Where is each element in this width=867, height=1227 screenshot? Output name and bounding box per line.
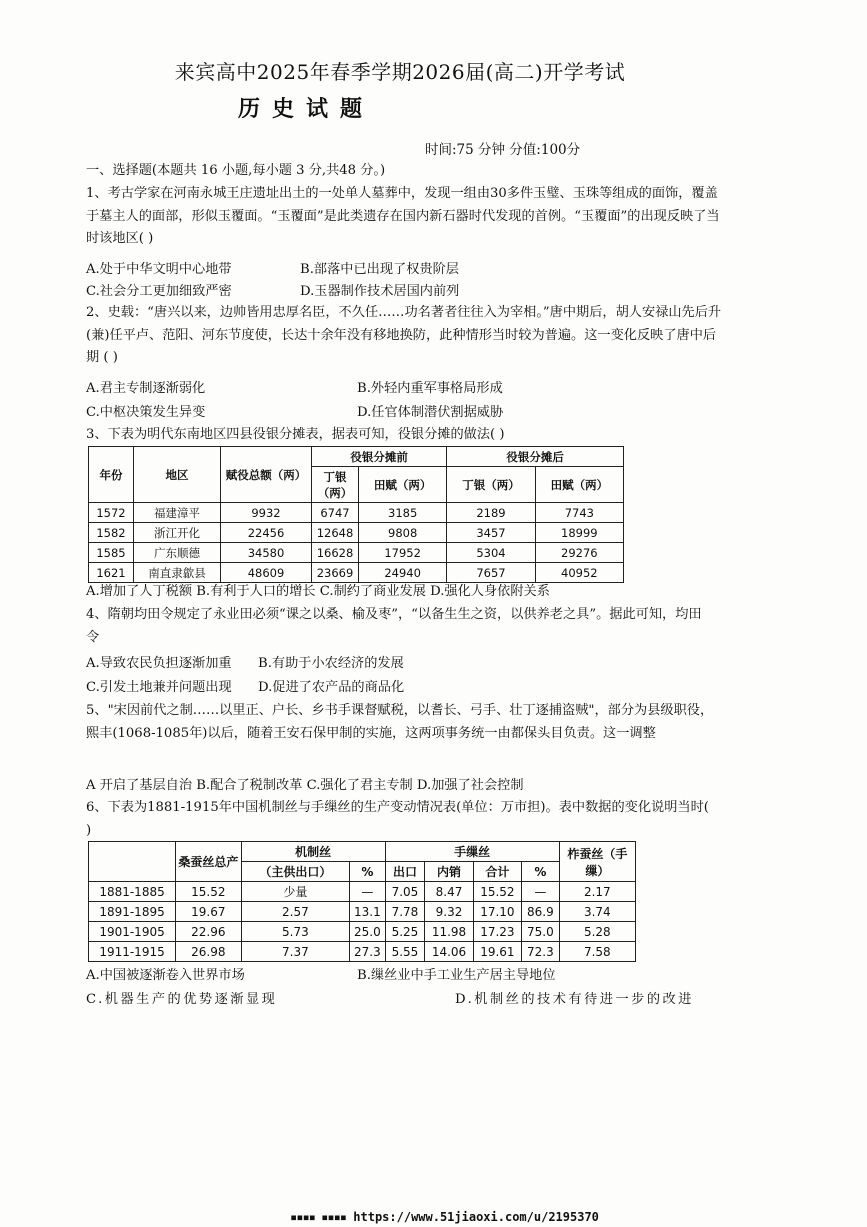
th-year: 年份 [89, 447, 134, 503]
table-cell: 8.47 [425, 882, 473, 902]
table-cell: 5.25 [385, 922, 425, 942]
table-cell: 2189 [447, 503, 535, 523]
table-cell: 16628 [312, 543, 359, 563]
table-cell: 1911-1915 [89, 942, 176, 962]
q1-option-b: B.部落中已出现了权贵阶层 [300, 262, 459, 277]
th-domestic: 内销 [425, 862, 473, 882]
table-cell: 22.96 [176, 922, 242, 942]
footer-watermark [290, 1210, 599, 1224]
table-cell: 23669 [312, 563, 359, 583]
table-cell: — [350, 882, 385, 902]
table-cell: 22456 [221, 523, 312, 543]
table-row [89, 882, 636, 902]
footer-mark: ▪▪▪▪ ▪▪▪▪ [290, 1210, 347, 1224]
q6-stem: 6、下表为1881-1915年中国机制丝与手缫丝的生产变动情况表(单位：万市担)。表中数据的变化说明当时( ) [86, 800, 709, 838]
table-cell: 17.23 [473, 922, 521, 942]
q5-options: A 开启了基层自治 B.配合了税制改革 C.强化了君主专制 D.加强了社会控制 [86, 778, 524, 793]
q4-option-a: A.导致农民负担逐渐加重 [86, 656, 232, 671]
exam-title: 来宾高中2025年春季学期2026届(高二)开学考试 [174, 60, 626, 84]
table-cell: 19.61 [473, 942, 521, 962]
table-cell: 7.58 [559, 942, 635, 962]
table-cell: 11.98 [425, 922, 473, 942]
table-cell: 14.06 [425, 942, 473, 962]
table-cell: 少量 [241, 882, 350, 902]
q2-option-c: C.中枢决策发生异变 [86, 405, 206, 420]
table-cell: 1881-1885 [89, 882, 176, 902]
table-cell: 3457 [447, 523, 535, 543]
table-cell: 1901-1905 [89, 922, 176, 942]
table-cell: 3.74 [559, 902, 635, 922]
th-machine-pct: % [350, 862, 385, 882]
q2-option-a: A.君主专制逐渐弱化 [86, 381, 206, 396]
table-cell: 24940 [359, 563, 447, 583]
table-cell: 13.1 [350, 902, 385, 922]
table-cell: 15.52 [473, 882, 521, 902]
table-cell: 9808 [359, 523, 447, 543]
table-cell: 17952 [359, 543, 447, 563]
table-cell: 9932 [221, 503, 312, 523]
table-cell: 3185 [359, 503, 447, 523]
table-row [89, 503, 624, 523]
table-row [89, 523, 624, 543]
th-hand-pct: % [522, 862, 560, 882]
q6-option-a: A.中国被逐渐卷入世界市场 [86, 968, 245, 983]
table-cell: 17.10 [473, 902, 521, 922]
table-cell: 1891-1895 [89, 902, 176, 922]
table-cell: 34580 [221, 543, 312, 563]
table-cell: 26.98 [176, 942, 242, 962]
table-cell: 1585 [89, 543, 134, 563]
section-heading: 一、选择题(本题共 16 小题,每小题 3 分,共48 分。) [86, 163, 386, 178]
th-total: 桑蚕丝总产 [176, 842, 242, 882]
th-total: 赋役总额（两） [221, 447, 312, 503]
q1-option-a: A.处于中华文明中心地带 [86, 262, 232, 277]
table-cell: — [522, 882, 560, 902]
table-cell: 5304 [447, 543, 535, 563]
table-cell: 29276 [535, 543, 623, 563]
table-cell: 浙江开化 [134, 523, 221, 543]
q6-table [88, 841, 636, 962]
q3-table [88, 446, 624, 583]
q1-option-c: C.社会分工更加细致严密 [86, 284, 232, 299]
q4-stem: 4、隋朝均田令规定了永业田必须“课之以桑、榆及枣”，“以备生生之资，以供养老之具”。据此可知，均田令 [86, 607, 702, 645]
q4-option-c: C.引发土地兼并问题出现 [86, 680, 232, 695]
table-cell: 7657 [447, 563, 535, 583]
q5-stem: 5、"宋因前代之制……以里正、户长、乡书手课督赋税，以耆长、弓手、壮丁逐捕盗贼"，部分为县级职役，熙丰(1068-1085年)以后，随着王安石保甲制的实施，这两项事务统一由都保头目负责。这一调整 [86, 703, 714, 741]
th-region: 地区 [134, 447, 221, 503]
th-ding-after: 丁银（两） [447, 467, 535, 503]
th-hand: 手缫丝 [385, 842, 559, 862]
table-cell: 15.52 [176, 882, 242, 902]
subject-title: 历史试题 [238, 96, 375, 122]
table-cell: 1621 [89, 563, 134, 583]
th-after: 役银分摊后 [447, 447, 624, 467]
table-cell: 48609 [221, 563, 312, 583]
th-export: 出口 [385, 862, 425, 882]
table-cell: 5.73 [241, 922, 350, 942]
table-row [89, 543, 624, 563]
th-tussah: 柞蚕丝（手缫） [559, 842, 635, 882]
th-sum: 合计 [473, 862, 521, 882]
table-cell: 27.3 [350, 942, 385, 962]
table-row [89, 942, 636, 962]
table-cell: 12648 [312, 523, 359, 543]
table-cell: 5.55 [385, 942, 425, 962]
table-cell: 72.3 [522, 942, 560, 962]
table-cell: 2.57 [241, 902, 350, 922]
q2-option-b: B.外轻内重军事格局形成 [357, 381, 503, 396]
th-before: 役银分摊前 [312, 447, 447, 467]
table-row [89, 902, 636, 922]
q6-option-d: D.机制丝的技术有待进一步的改进 [455, 992, 694, 1007]
th-tian-after: 田赋（两） [535, 467, 623, 503]
q4-option-b: B.有助于小农经济的发展 [258, 656, 404, 671]
th-machine: 机制丝 [241, 842, 385, 862]
q2-option-d: D.任官体制潜伏割据威胁 [357, 405, 504, 420]
q1-option-d: D.玉器制作技术居国内前列 [300, 284, 460, 299]
q6-option-c: C.机器生产的优势逐渐显现 [86, 992, 278, 1007]
q3-options: A.增加了人丁税额 B.有利于人口的增长 C.制约了商业发展 D.强化人身依附关系 [86, 584, 550, 599]
q6-option-b: B.缫丝业中手工业生产居主导地位 [357, 968, 556, 983]
th-corner [89, 842, 176, 882]
table-cell: 75.0 [522, 922, 560, 942]
footer-url[interactable]: https://www.51jiaoxi.com/u/2195370 [353, 1210, 599, 1224]
th-ding-before: 丁银（两） [312, 467, 359, 503]
table-cell: 7.05 [385, 882, 425, 902]
table-cell: 5.28 [559, 922, 635, 942]
q2-stem: 2、史载：“唐兴以来，边帅皆用忠厚名臣，不久任……功名著者往往入为宰相。”唐中期后，胡人安禄山先后升 (兼)任平卢、范阳、河东节度使，长达十余年没有移地换防，此种情形当时较为普遍。这一变化反映了唐中后期 ( ) [86, 305, 722, 365]
table-cell: 18999 [535, 523, 623, 543]
table-cell: 6747 [312, 503, 359, 523]
table-cell: 7743 [535, 503, 623, 523]
table-cell: 40952 [535, 563, 623, 583]
table-cell: 广东顺德 [134, 543, 221, 563]
table-cell: 19.67 [176, 902, 242, 922]
table-cell: 7.37 [241, 942, 350, 962]
q1-stem: 1、考古学家在河南永城王庄遗址出土的一处单人墓葬中，发现一组由30多件玉璧、玉珠等组成的面饰，覆盖于墓主人的面部，形似玉覆面。“玉覆面”是此类遗存在国内新石器时代发现的首例。“玉覆面”的出现反映了当时该地区( ) [86, 186, 720, 246]
table-cell: 福建漳平 [134, 503, 221, 523]
q3-stem: 3、下表为明代东南地区四县役银分摊表，据表可知，役银分摊的做法( ) [86, 427, 505, 442]
table-cell: 1582 [89, 523, 134, 543]
table-cell: 南直隶歙县 [134, 563, 221, 583]
table-cell: 1572 [89, 503, 134, 523]
table-row [89, 922, 636, 942]
q4-option-d: D.促进了农产品的商品化 [258, 680, 405, 695]
th-machine-sub: （主供出口） [241, 862, 350, 882]
th-tian-before: 田赋（两） [359, 467, 447, 503]
table-cell: 9.32 [425, 902, 473, 922]
table-cell: 7.78 [385, 902, 425, 922]
table-cell: 86.9 [522, 902, 560, 922]
exam-meta: 时间:75 分钟 分值:100分 [425, 142, 581, 158]
table-cell: 2.17 [559, 882, 635, 902]
table-cell: 25.0 [350, 922, 385, 942]
